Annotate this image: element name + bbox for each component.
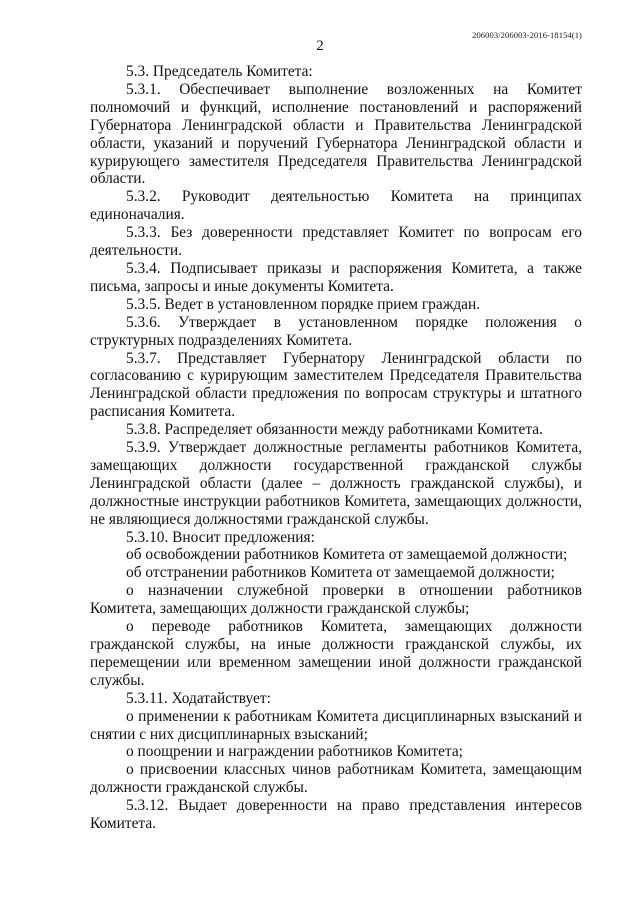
page-number: 2 <box>316 38 324 54</box>
clause-5-3-1: 5.3.1. Обеспечивает выполнение возложенных на Комитет полномочий и функций, исполнение постановлений и распоряжений Губернатора Ленинградской области и Правительства Ленинградской области, указаний и поручений Губернатора Ленинградской области и курирующего заместителя Председателя Правительства Ленинградской области. <box>90 80 582 188</box>
document-id: 206003/206003-2016-18154(1) <box>472 30 582 40</box>
list-item: о применении к работникам Комитета дисциплинарных взысканий и снятии с них дисциплинарных взысканий; <box>90 707 582 743</box>
clause-5-3-9: 5.3.9. Утверждает должностные регламенты работников Комитета, замещающих должности государственной гражданской службы Ленинградской области (далее – должность гражданской службы), и должностные инструкции работников Комитета, замещающих должности, не являющиеся должностями гражданской службы. <box>90 439 582 528</box>
list-item: об отстранении работников Комитета от замещаемой должности; <box>126 564 555 582</box>
clause-5-3-10: 5.3.10. Вносит предложения: <box>126 528 315 546</box>
clause-5-3-8: 5.3.8. Распределяет обязанности между работниками Комитета. <box>126 421 543 439</box>
list-item: об освобождении работников Комитета от замещаемой должности; <box>126 546 568 564</box>
clause-5-3-2: 5.3.2. Руководит деятельностью Комитета на принципах единоначалия. <box>90 188 582 224</box>
clause-5-3-6: 5.3.6. Утверждает в установленном порядке положения о структурных подразделениях Комитета. <box>90 313 582 349</box>
clause-5-3-4: 5.3.4. Подписывает приказы и распоряжения Комитета, а также письма, запросы и иные документы Комитета. <box>90 259 582 295</box>
clause-5-3-5: 5.3.5. Ведет в установленном порядке прием граждан. <box>126 295 481 313</box>
clause-5-3-7: 5.3.7. Представляет Губернатору Ленинградской области по согласованию с курирующим заместителем Председателя Правительства Ленинградской области предложения по вопросам структуры и штатного расписания Комитета. <box>90 349 582 421</box>
list-item: о поощрении и награждении работников Комитета; <box>126 743 463 761</box>
clause-5-3-12: 5.3.12. Выдает доверенности на право представления интересов Комитета. <box>90 797 582 833</box>
list-item: о назначении служебной проверки в отношении работников Комитета, замещающих должности гражданской службы; <box>90 582 582 618</box>
list-item: о присвоении классных чинов работникам Комитета, замещающим должности гражданской службы. <box>90 761 582 797</box>
clause-5-3-3: 5.3.3. Без доверенности представляет Комитет по вопросам его деятельности. <box>90 224 582 260</box>
document-body <box>90 63 582 833</box>
section-heading: 5.3. Председатель Комитета: <box>126 63 313 80</box>
list-item: о переводе работников Комитета, замещающих должности гражданской службы, на иные должности гражданской службы, их перемещении или временном замещении иной должности гражданской службы. <box>90 618 582 689</box>
clause-5-3-11: 5.3.11. Ходатайствует: <box>126 689 271 707</box>
